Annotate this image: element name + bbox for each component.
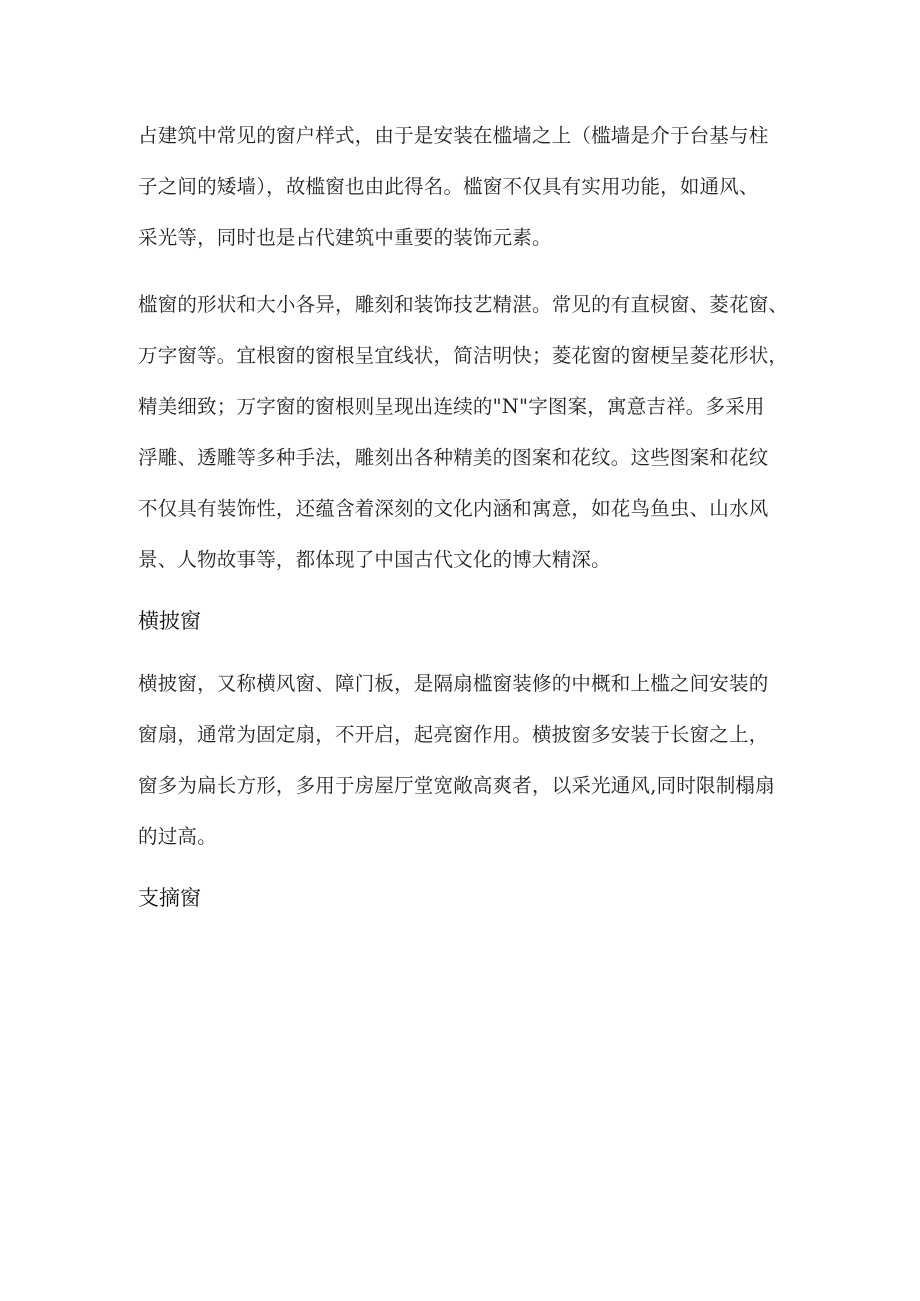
text-line: 窗多为扁长方形，多用于房屋厅堂宽敞高爽者，以采光通风,同时限制榻扇 [138, 774, 775, 797]
section-heading-zhizhai: 支摘窗 [138, 886, 201, 910]
paragraph-hengpi [138, 658, 798, 862]
text-line: 景、人物故事等，都体现了中国古代文化的博大精深。 [138, 548, 611, 571]
document-body [138, 110, 798, 935]
text-line: 子之间的矮墙），故槛窗也由此得名。槛窗不仅具有实用功能，如通风、 [138, 175, 759, 198]
text-line: 采光等，同时也是占代建筑中重要的装饰元素。 [138, 226, 552, 249]
text-line: 槛窗的形状和大小各异，雕刻和装饰技艺精湛。常见的有直棂窗、菱花窗、 [138, 293, 789, 316]
paragraph-shapes [138, 279, 798, 585]
text-line: 占建筑中常见的窗户样式，由于是安装在槛墙之上（槛墙是介于台基与柱 [138, 124, 769, 147]
text-line: 的过高。 [138, 825, 217, 848]
text-line: 横披窗，又称横风窗、障门板，是隔扇槛窗装修的中概和上槛之间安装的 [138, 672, 769, 695]
text-line: 窗扇，通常为固定扇，不开启，起亮窗作用。横披窗多安装于长窗之上， [138, 723, 769, 746]
paragraph-intro [138, 110, 798, 263]
text-line: 浮雕、透雕等多种手法，雕刻出各种精美的图案和花纹。这些图案和花纹 [138, 446, 769, 469]
section-heading-hengpi: 横披窗 [138, 609, 201, 633]
text-line: 精美细致；万字窗的窗根则呈现出连续的"N"字图案，寓意吉祥。多采用 [138, 395, 765, 418]
text-line: 万字窗等。宜根窗的窗根呈宜线状，简洁明快；菱花窗的窗梗呈菱花形状， [138, 344, 789, 367]
text-line: 不仅具有装饰性，还蕴含着深刻的文化内涵和寓意，如花鸟鱼虫、山水风 [138, 497, 769, 520]
